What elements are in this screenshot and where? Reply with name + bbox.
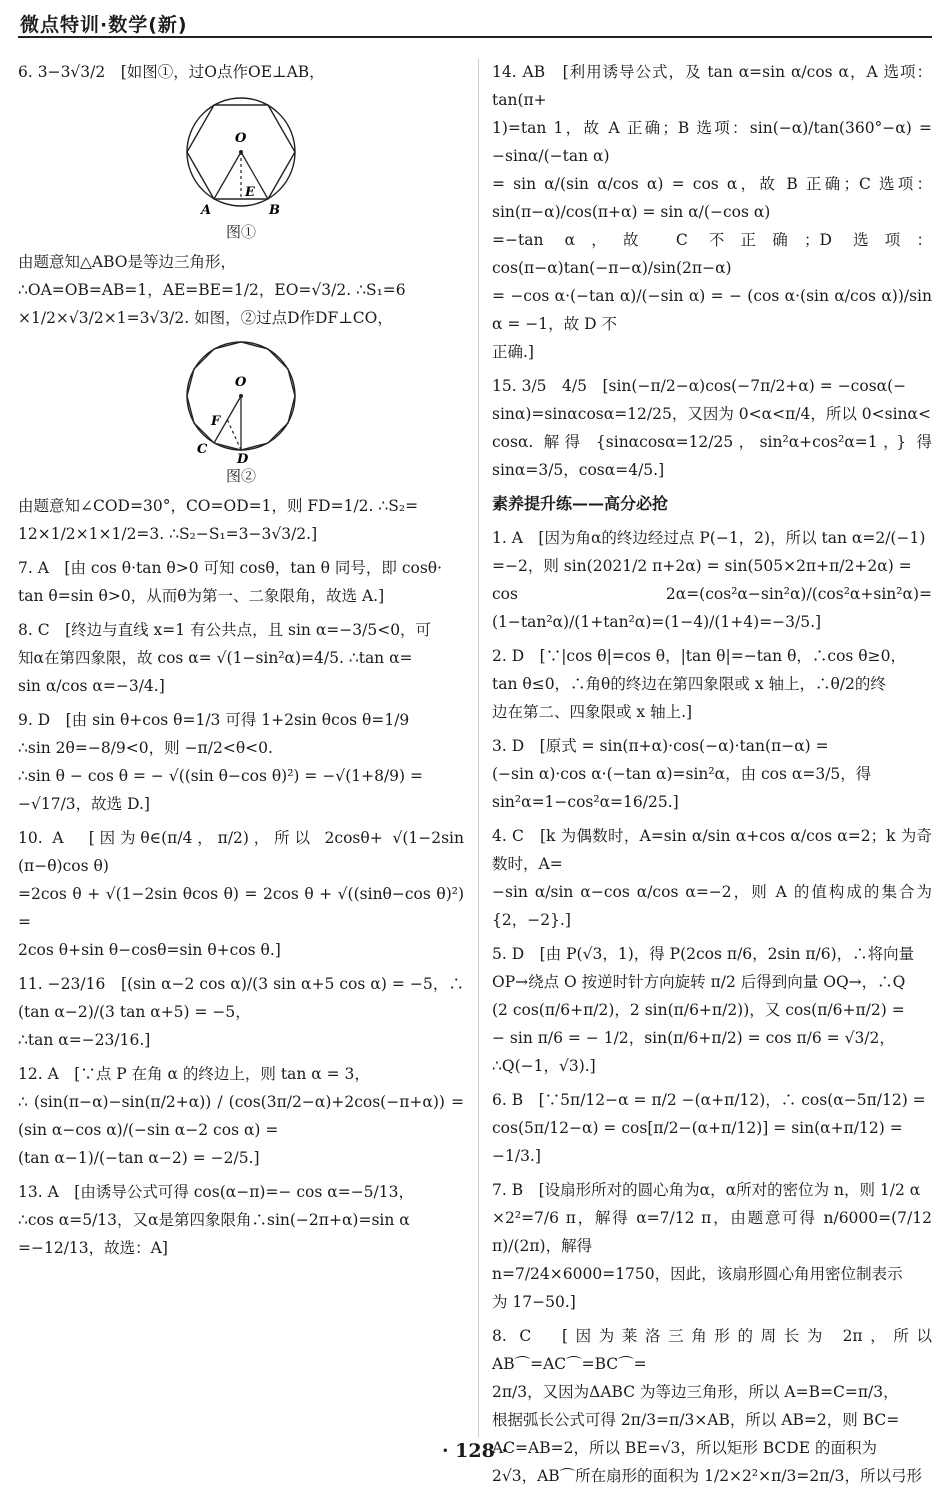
answer-11 <box>18 970 464 1054</box>
answer-6-line-3: ∴OA=OB=AB=1，AE=BE=1/2，EO=√3/2. ∴S₁=6 <box>18 281 406 299</box>
practice-5-line-2: OP→绕点 O 按逆时针方向旋转 π/2 后得到向量 OQ→，∴Q <box>492 973 906 991</box>
fig2-label-f: F <box>211 414 221 429</box>
practice-8-line-4: AC=AB=2，所以 BE=√3，所以矩形 BCDE 的面积为 <box>492 1439 877 1457</box>
practice-8-line-5: 2√3，AB⌒所在扇形的面积为 1/2×2²×π/3=2π/3，所以弓形 <box>492 1467 922 1485</box>
answer-15 <box>492 372 932 484</box>
answer-8 <box>18 616 464 700</box>
practice-7-line-4: 为 17−50.] <box>492 1293 576 1311</box>
practice-6-line-1: 6. B [∵5π/12−α = π/2 −(α+π/12)，∴ cos(α−5π/12) = <box>492 1091 926 1109</box>
answer-7-line-2: tan θ=sin θ>0，从而θ为第一、二象限角，故选 A.] <box>18 587 385 605</box>
answer-13 <box>18 1178 464 1262</box>
figure-2 <box>18 336 464 490</box>
fig1-label-a: A <box>201 203 212 218</box>
fig1-label-o: O <box>235 131 247 146</box>
answer-10 <box>18 824 464 964</box>
practice-5 <box>492 940 932 1080</box>
answer-15-line-3: cosα. 解得 {sinαcosα=12/25，sin²α+cos²α=1，} 得 sinα=3/5，cosα=4/5.] <box>492 433 932 479</box>
answer-9-line-3: ∴sin θ − cos θ = − √((sin θ−cos θ)²) = −√(1+8/9) = <box>18 767 423 785</box>
practice-5-line-3: (2 cos(π/6+π/2)，2 sin(π/6+π/2))，又 cos(π/6+π/2) = <box>492 1001 905 1019</box>
practice-4-line-1: 4. C [k 为偶数时，A=sin α/sin α+cos α/cos α=2；k 为奇数时，A= <box>492 827 932 873</box>
practice-7-line-1: 7. B [设扇形所对的圆心角为α，α所对的密位为 n，则 1/2 α <box>492 1181 921 1199</box>
answer-6-line-4: ×1/2×√3/2×1=3√3/2. 如图，②过点D作DF⊥CO， <box>18 309 393 327</box>
page-header <box>18 6 932 38</box>
answer-13-line-1: 13. A [由诱导公式可得 cos(α−π)=− cos α=−5/13， <box>18 1183 414 1201</box>
dodecagon-in-circle-figure <box>171 336 311 464</box>
practice-6-line-3: −1/3.] <box>492 1147 541 1165</box>
practice-8 <box>492 1322 932 1490</box>
answer-10-line-3: 2cos θ+sin θ−cosθ=sin θ+cos θ.] <box>18 941 281 959</box>
practice-2-line-2: tan θ≤0，∴角θ的终边在第四象限或 x 轴上，∴θ/2的终 <box>492 675 886 693</box>
practice-7-line-3: n=7/24×6000=1750，因此，该扇形圆心角用密位制表示 <box>492 1265 903 1283</box>
header-title: 微点特训·数学(新) <box>20 14 188 36</box>
answer-9-line-4: −√17/3，故选 D.] <box>18 795 150 813</box>
answer-7-line-1: 7. A [由 cos θ·tan θ>0 可知 cosθ，tan θ 同号，即 cosθ· <box>18 559 443 577</box>
section-title: 素养提升练——高分必抢 <box>492 494 669 513</box>
practice-4 <box>492 822 932 934</box>
practice-6-line-2: cos(5π/12−α) = cos[π/2−(α+π/12)] = sin(α+π/12) = <box>492 1119 903 1137</box>
answer-6-line-5: 由题意知∠COD=30°，CO=OD=1，则 FD=1/2. ∴S₂= <box>18 497 419 515</box>
hexagon-in-circle-figure <box>171 90 311 220</box>
practice-6 <box>492 1086 932 1170</box>
answer-12-line-3: (tan α−1)/(−tan α−2) = −2/5.] <box>18 1149 260 1167</box>
answer-10-line-1: 10. A [因为θ∈(π/4，π/2)，所以 2cosθ+ √(1−2sin (π−θ)cos θ) <box>18 829 464 875</box>
practice-1 <box>492 524 932 636</box>
practice-4-line-2: −sin α/sin α−cos α/cos α=−2，则 A 的值构成的集合为{2，−2}.] <box>492 883 932 929</box>
answer-14-line-2: 1)=tan 1，故 A 正确；B 选项：sin(−α)/tan(360°−α) = −sinα/(−tan α) <box>492 119 932 165</box>
practice-3-line-1: 3. D [原式 = sin(π+α)·cos(−α)·tan(π−α) = <box>492 737 829 755</box>
answer-9-line-1: 9. D [由 sin θ+cos θ=1/3 可得 1+2sin θcos θ=1/9 <box>18 711 410 729</box>
fig2-label-o: O <box>235 375 247 390</box>
left-column <box>18 58 464 1268</box>
column-divider <box>478 58 479 1438</box>
answer-11-line-2: ∴tan α=−23/16.] <box>18 1031 151 1049</box>
answer-14-line-6: 正确.] <box>492 343 534 361</box>
answer-14-line-3: = sin α/(sin α/cos α) = cos α，故 B 正确；C 选项：sin(π−α)/cos(π+α) = sin α/(−cos α) <box>492 175 932 221</box>
fig2-label-d: D <box>237 452 249 464</box>
answer-8-line-3: sin α/cos α=−3/4.] <box>18 677 165 695</box>
answer-14 <box>492 58 932 366</box>
answer-6-line-1: 6. 3−3√3/2 [如图①，过O点作OE⊥AB， <box>18 63 325 81</box>
answer-9 <box>18 706 464 818</box>
answer-13-line-3: =−12/13，故选：A] <box>18 1239 168 1257</box>
fig2-label-c: C <box>197 442 208 457</box>
answer-12-line-1: 12. A [∵点 P 在角 α 的终边上，则 tan α = 3， <box>18 1065 370 1083</box>
practice-2 <box>492 642 932 726</box>
page-number: · 128 · <box>441 1440 509 1462</box>
answer-15-line-2: sinα)=sinαcosα=12/25，又因为 0<α<π/4，所以 0<sinα< <box>492 405 931 423</box>
fig1-label-b: B <box>269 203 280 218</box>
practice-5-line-4: − sin π/6 = − 1/2，sin(π/6+π/2) = cos π/6 = √3/2， <box>492 1029 895 1047</box>
answer-6 <box>18 58 464 548</box>
fig1-label-e: E <box>245 185 255 200</box>
right-column <box>492 58 932 1496</box>
practice-7 <box>492 1176 932 1316</box>
figure-2-caption: 图② <box>225 467 256 485</box>
figure-1 <box>18 90 464 246</box>
practice-8-line-1: 8. C [因为莱洛三角形的周长为 2π，所以 AB⌒=AC⌒=BC⌒= <box>492 1327 932 1373</box>
practice-3-line-2: (−sin α)·cos α·(−tan α)=sin²α，由 cos α=3/5，得 <box>492 765 872 783</box>
practice-5-line-5: ∴Q(−1，√3).] <box>492 1057 596 1075</box>
answer-6-line-2: 由题意知△ABO是等边三角形， <box>18 253 236 271</box>
answer-9-line-2: ∴sin 2θ=−8/9<0，则 −π/2<θ<0. <box>18 739 273 757</box>
answer-8-line-2: 知α在第四象限，故 cos α= √(1−sin²α)=4/5. ∴tan α= <box>18 649 413 667</box>
answer-12-line-2: ∴ (sin(π−α)−sin(π/2+α)) / (cos(3π/2−α)+2cos(−π+α)) = (sin α−cos α)/(−sin α−2 cos α) = <box>18 1093 464 1139</box>
practice-8-line-2: 2π/3，又因为ΔABC 为等边三角形，所以 A=B=C=π/3， <box>492 1383 899 1401</box>
figure-1-caption: 图① <box>225 223 256 241</box>
answer-10-line-2: =2cos θ + √(1−2sin θcos θ) = 2cos θ + √((sinθ−cos θ)²) = <box>18 885 464 931</box>
practice-7-line-2: ×2²=7/6 π，解得 α=7/12 π，由题意可得 n/6000=(7/12 π)/(2π)，解得 <box>492 1209 932 1255</box>
answer-7 <box>18 554 464 610</box>
answer-14-line-1: 14. AB [利用诱导公式，及 tan α=sin α/cos α，A 选项：tan(π+ <box>492 63 932 109</box>
practice-8-line-3: 根据弧长公式可得 2π/3=π/3×AB，所以 AB=2，则 BC= <box>492 1411 900 1429</box>
answer-11-line-1: 11. −23/16 [(sin α−2 cos α)/(3 sin α+5 cos α) = −5，∴ (tan α−2)/(3 tan α+5) = −5， <box>18 975 464 1021</box>
answer-12 <box>18 1060 464 1172</box>
practice-2-line-3: 边在第二、四象限或 x 轴上.] <box>492 703 693 721</box>
answer-14-line-5: = −cos α·(−tan α)/(−sin α) = − (cos α·(sin α/cos α))/sin α = −1，故 D 不 <box>492 287 932 333</box>
answer-13-line-2: ∴cos α=5/13，又α是第四象限角∴sin(−2π+α)=sin α <box>18 1211 410 1229</box>
practice-1-line-3: cos 2α=(cos²α−sin²α)/(cos²α+sin²α)=(1−tan²α)/(1+tan²α)=(1−4)/(1+4)=−3/5.] <box>492 585 932 631</box>
answer-8-line-1: 8. C [终边与直线 x=1 有公共点，且 sin α=−3/5<0，可 <box>18 621 432 639</box>
practice-2-line-1: 2. D [∵|cos θ|=cos θ，|tan θ|=−tan θ，∴cos θ≥0， <box>492 647 906 665</box>
practice-1-line-1: 1. A [因为角α的终边经过点 P(−1，2)，所以 tan α=2/(−1) <box>492 529 926 547</box>
practice-3-line-3: sin²α=1−cos²α=16/25.] <box>492 793 679 811</box>
answer-14-line-4: =−tan α，故 C 不正确；D 选项：cos(π−α)tan(−π−α)/sin(2π−α) <box>492 231 932 277</box>
practice-1-line-2: =−2，则 sin(2021/2 π+2α) = sin(505×2π+π/2+2α) = <box>492 557 912 575</box>
answer-15-line-1: 15. 3/5 4/5 [sin(−π/2−α)cos(−7π/2+α) = −cosα(− <box>492 377 907 395</box>
answer-6-line-6: 12×1/2×1×1/2=3. ∴S₂−S₁=3−3√3/2.] <box>18 525 318 543</box>
practice-5-line-1: 5. D [由 P(√3，1)，得 P(2cos π/6，2sin π/6)，∴将向量 <box>492 945 915 963</box>
practice-3 <box>492 732 932 816</box>
